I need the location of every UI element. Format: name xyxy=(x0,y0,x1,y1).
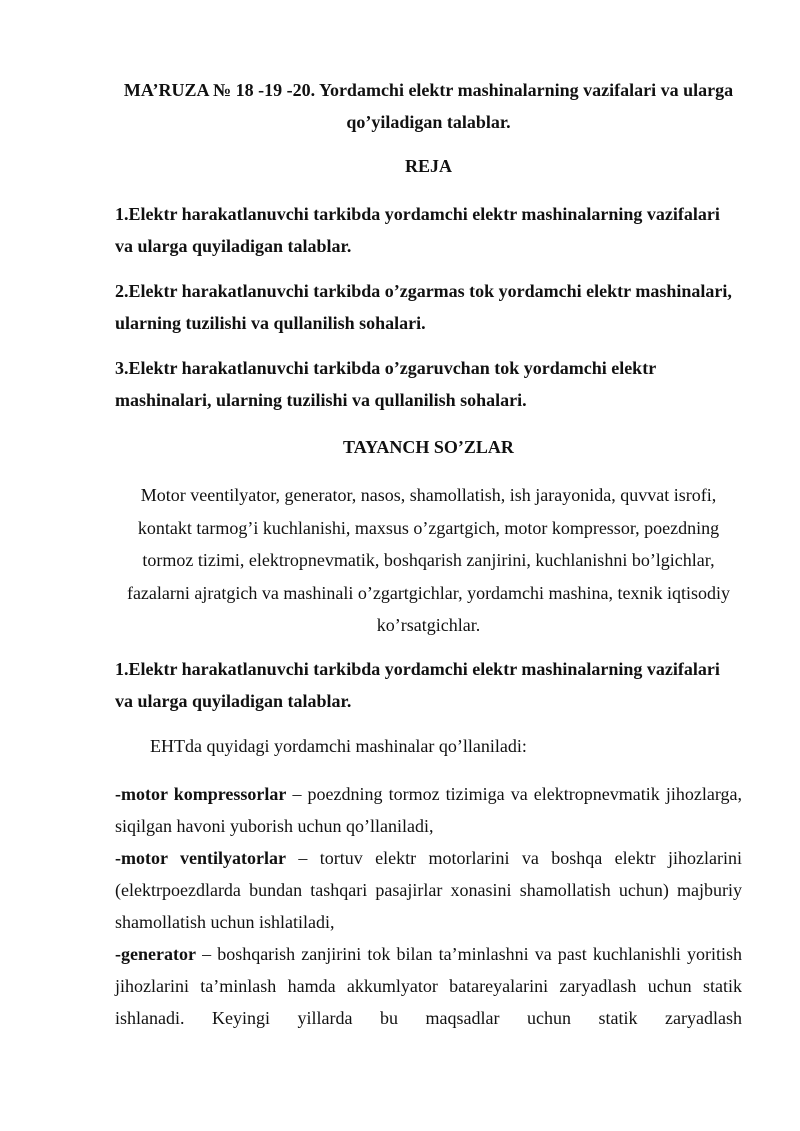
definition-term: -motor kompressorlar xyxy=(115,784,287,804)
section-heading: 1.Elektr harakatlanuvchi tarkibda yordamchi elektr mashinalarning vazifalari va ularga quyiladigan talablar. xyxy=(115,659,720,711)
definition-term: -motor ventilyatorlar xyxy=(115,848,287,868)
plan-heading: REJA xyxy=(404,156,452,176)
section-intro: EHTda quyidagi yordamchi mashinalar qo’llaniladi: xyxy=(150,736,527,756)
plan-item-3: 3.Elektr harakatlanuvchi tarkibda o’zgaruvchan tok yordamchi elektr mashinalari, ularning tuzilishi va qullanilish sohalari. xyxy=(115,358,656,410)
definition-text: – tortuv elektr motorlarini va boshqa elektr jihozlarini (elektrpoezdlarda bundan tashqari pasajirlar xonasini shamollatish uchun) majburiy shamollatish uchun ishlatiladi, xyxy=(115,848,743,932)
definition-text: – poezdning tormoz tizimiga va elektropnevmatik jihozlarga, siqilgan havoni yuborish uchun qo’llaniladi, xyxy=(115,784,742,836)
plan-item-1: 1.Elektr harakatlanuvchi tarkibda yordamchi elektr mashinalarning vazifalari va ularga quyiladigan talablar. xyxy=(115,204,720,256)
keywords-heading: TAYANCH SO’ZLAR xyxy=(343,437,514,457)
definition-motor-ventilyatorlar xyxy=(115,842,742,938)
definition-motor-kompressorlar xyxy=(115,778,742,842)
keywords-text: Motor veentilyator, generator, nasos, shamollatish, ish jarayonida, quvvat isrofi, kontakt tarmog’i kuchlanishi, maxsus o’zgartgich, motor kompressor, poezdning tormoz tizimi, elektropnevmatik, boshqarish zanjirini, kuchlanishni bo’lgichlar, fazalarni ajratgich va mashinali o’zgartgichlar, yordamchi mashina, texnik iqtisodiy ko’rsatgichlar. xyxy=(126,485,731,635)
plan-item-2: 2.Elektr harakatlanuvchi tarkibda o’zgarmas tok yordamchi elektr mashinalari, ularning tuzilishi va qullanilish sohalari. xyxy=(115,281,732,333)
lecture-title: MA’RUZA № 18 -19 -20. Yordamchi elektr mashinalarning vazifalari va ularga qo’yiladigan talablar. xyxy=(123,80,734,132)
definition-term: -generator xyxy=(115,944,196,964)
definition-text: – boshqarish zanjirini tok bilan ta’minlashni va past kuchlanishli yoritish jihozlarini ta’minlash hamda akkumlyator batareyalarini zaryadlash uchun statik ishlanadi. Keyingi yillarda bu maqsadlar uchun statik zaryadlash xyxy=(115,944,742,1028)
definition-generator xyxy=(115,938,742,1034)
